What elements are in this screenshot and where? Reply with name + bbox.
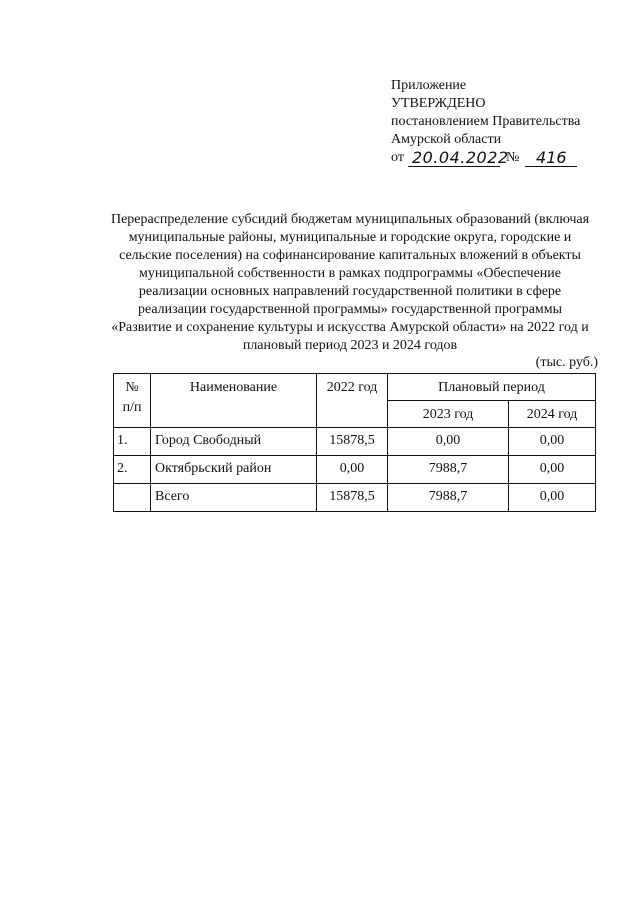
title-line: Перераспределение субсидий бюджетам муниципальных образований (включая xyxy=(110,212,590,227)
header-2024 xyxy=(509,401,596,428)
approval-block xyxy=(391,77,580,167)
cell-2022-text: 15878,5 xyxy=(329,489,375,504)
header-planned-text: Плановый период xyxy=(438,380,545,395)
title-line: муниципальной собственности в рамках подпрограммы «Обеспечение xyxy=(139,266,561,281)
title-line: реализации государственной программы» государственной программы xyxy=(137,302,563,317)
header-2022-text: 2022 год xyxy=(326,380,378,395)
title-line: муниципальные районы, муниципальные и городские округа, городские и xyxy=(128,230,572,245)
table-total-row xyxy=(114,484,596,512)
cell-num xyxy=(114,484,151,512)
subsidy-table xyxy=(113,373,596,512)
cell-2022 xyxy=(317,456,388,484)
cell-2023-text: 0,00 xyxy=(435,433,461,448)
cell-name-text: Октябрьский район xyxy=(155,461,272,476)
number-sign: № xyxy=(505,150,520,165)
cell-2023-text: 7988,7 xyxy=(428,489,468,504)
cell-2022 xyxy=(317,484,388,512)
header-2023-text: 2023 год xyxy=(422,407,474,422)
cell-name xyxy=(151,456,317,484)
cell-2024 xyxy=(509,484,596,512)
cell-2024-text: 0,00 xyxy=(539,489,565,504)
cell-2022-text: 0,00 xyxy=(339,461,365,476)
cell-name-text: Всего xyxy=(155,489,190,504)
header-name-text: Наименование xyxy=(189,380,278,395)
unit-label: (тыс. руб.) xyxy=(535,355,598,370)
header-planned xyxy=(388,374,596,401)
cell-2023 xyxy=(388,428,509,456)
cell-2023 xyxy=(388,456,509,484)
cell-2023-text: 7988,7 xyxy=(428,461,468,476)
cell-num-text xyxy=(114,484,150,489)
region-label: Амурской области xyxy=(391,132,502,147)
date-prefix: от xyxy=(391,150,404,165)
document-title xyxy=(96,211,604,355)
handwritten-number: 416 xyxy=(525,149,577,167)
header-num-line2: п/п xyxy=(122,400,142,415)
table-row xyxy=(114,428,596,456)
cell-num xyxy=(114,428,151,456)
cell-num-text: 2. xyxy=(117,461,128,476)
cell-2024-text: 0,00 xyxy=(539,461,565,476)
title-line: плановый период 2023 и 2024 годов xyxy=(242,338,458,353)
cell-name xyxy=(151,484,317,512)
cell-2024-text: 0,00 xyxy=(539,433,565,448)
handwritten-date: 20.04.2022 xyxy=(408,149,500,167)
appendix-label: Приложение xyxy=(391,78,467,93)
title-line: реализации основных направлений государственной политики в сфере xyxy=(138,284,562,299)
cell-2022 xyxy=(317,428,388,456)
approved-label: УТВЕРЖДЕНО xyxy=(391,96,486,111)
header-num xyxy=(114,374,151,428)
table-header-row xyxy=(114,374,596,401)
cell-num xyxy=(114,456,151,484)
header-2023 xyxy=(388,401,509,428)
cell-name xyxy=(151,428,317,456)
table-row xyxy=(114,456,596,484)
resolution-label: постановлением Правительства xyxy=(391,114,581,129)
cell-2024 xyxy=(509,428,596,456)
cell-num-text: 1. xyxy=(117,433,128,448)
cell-2024 xyxy=(509,456,596,484)
header-name xyxy=(151,374,317,428)
header-2022 xyxy=(317,374,388,428)
cell-2022-text: 15878,5 xyxy=(329,433,375,448)
title-line: «Развитие и сохранение культуры и искусства Амурской области» на 2022 год и xyxy=(111,320,589,335)
cell-2023 xyxy=(388,484,509,512)
header-num-line1: № xyxy=(125,380,139,395)
header-2024-text: 2024 год xyxy=(526,407,578,422)
date-number-line xyxy=(391,149,580,167)
title-line: сельские поселения) на софинансирование капитальных вложений в объекты xyxy=(119,248,581,263)
cell-name-text: Город Свободный xyxy=(155,433,262,448)
